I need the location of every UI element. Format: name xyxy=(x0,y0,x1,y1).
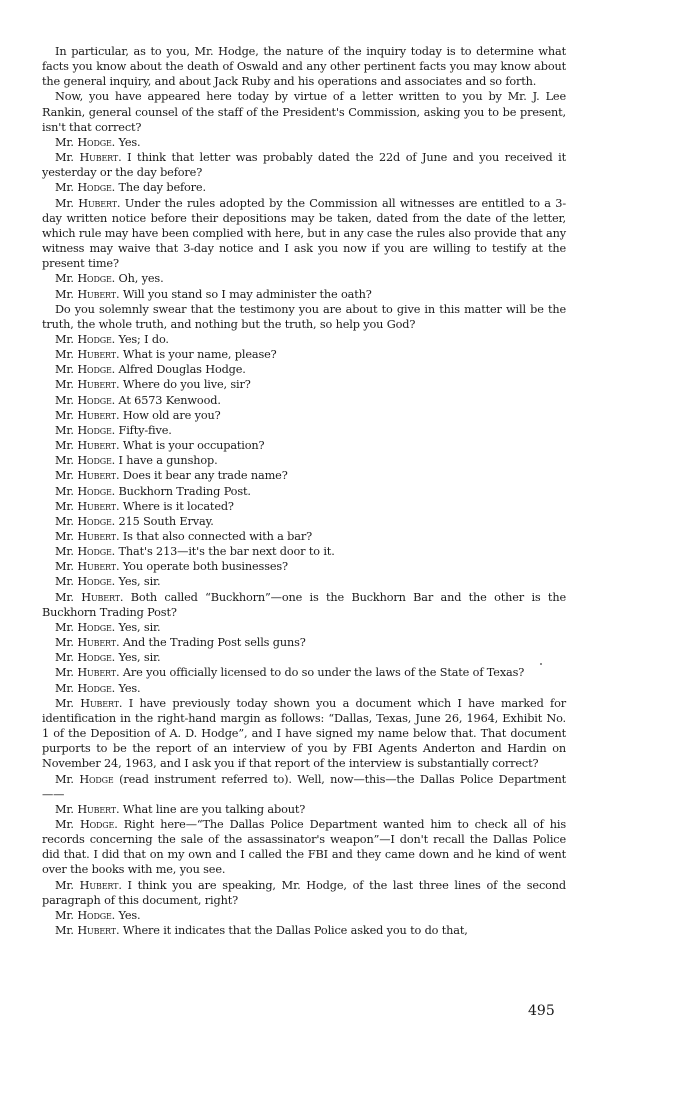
testimony-paragraph: Mr. Hubert. And the Trading Post sells guns? xyxy=(55,636,306,650)
speaker-title: Mr. xyxy=(55,772,74,786)
testimony-paragraph: Mr. Hodge. Yes; I do. xyxy=(55,332,169,346)
testimony-paragraph: Mr. Hodge. Yes. xyxy=(55,908,141,922)
speaker-label xyxy=(55,424,112,437)
speaker-label xyxy=(55,197,117,210)
speaker-label xyxy=(55,439,116,452)
speaker-label xyxy=(55,333,112,346)
testimony-paragraph: Mr. Hodge. Yes. xyxy=(55,681,141,695)
speaker-name: Hodge xyxy=(77,514,112,528)
paragraph-text: Where is it located? xyxy=(122,499,234,513)
print-speck xyxy=(540,663,542,665)
testimony-paragraph: Mr. Hodge. Alfred Douglas Hodge. xyxy=(55,363,246,377)
paragraph-text: I have previously today shown you a document which I have marked for identification in the right-hand margin as follows: “Dallas, Texas, June 26, 1964, Exhibit No. 1 of the Deposition of A. D. Hodge”, and I have signed my name below that. That document purports to be the report of an interview of you by FBI Agents Anderton and Hardin on November 24, 1963, and I ask you if that report of the interview is substantially correct? xyxy=(42,696,566,771)
paragraph-text: What is your name, please? xyxy=(122,348,277,362)
speaker-title: Mr. xyxy=(55,545,74,559)
speaker-title: Mr. xyxy=(55,454,74,468)
paragraph-text: Yes. xyxy=(118,908,141,922)
speaker-name: Hodge xyxy=(79,772,114,786)
speaker-name: Hubert xyxy=(77,666,116,680)
speaker-name: Hodge xyxy=(77,484,112,498)
speaker-title: Mr. xyxy=(55,651,74,665)
speaker-title: Mr. xyxy=(55,530,74,543)
speaker-label xyxy=(55,378,116,391)
page-number: 495 xyxy=(528,1003,555,1019)
speaker-title: Mr. xyxy=(55,817,74,831)
speaker-name: Hodge xyxy=(77,332,112,346)
speaker-title: Mr. xyxy=(55,620,74,634)
speaker-name: Hodge xyxy=(77,620,112,634)
paragraph-text: The day before. xyxy=(118,181,206,195)
speaker-label xyxy=(55,591,120,604)
testimony-paragraph: Mr. Hubert. I think you are speaking, Mr. Hodge, of the last three lines of the second paragraph of this document, right? xyxy=(42,878,566,907)
speaker-label xyxy=(55,151,118,164)
testimony-paragraph: Mr. Hubert. Is that also connected with a bar? xyxy=(55,530,313,543)
speaker-name: Hubert xyxy=(77,924,116,938)
speaker-label xyxy=(55,697,119,710)
speaker-title: Mr. xyxy=(55,272,74,286)
paragraph-text: Is that also connected with a bar? xyxy=(122,530,313,543)
speaker-title: Mr. xyxy=(55,348,74,362)
speaker-label xyxy=(55,924,116,937)
speaker-label xyxy=(55,909,112,922)
speaker-name: Hodge xyxy=(77,393,112,407)
speaker-label xyxy=(55,181,112,194)
testimony-paragraph: Mr. Hubert. What is your occupation? xyxy=(55,439,265,453)
speaker-name: Hodge xyxy=(77,135,112,149)
paragraph-text: Right here—“The Dallas Police Department wanted him to check all of his records concerning the sale of the assassinator's weapon”—I don't recall the Dallas Police did that. I did that on my own and I called the FBI and they came down and he kind of went over the books with me, you see. xyxy=(42,817,566,877)
speaker-name: Hubert xyxy=(77,530,116,543)
speaker-title: Mr. xyxy=(55,151,74,165)
paragraph-text: At 6573 Kenwood. xyxy=(118,393,221,407)
testimony-paragraph: Mr. Hodge. Right here—“The Dallas Police Department wanted him to check all of his records concerning the sale of the assassinator's weapon”—I don't recall the Dallas Police did that. I did that on my own and I called the FBI and they came down and he kind of went over the books with me, you see. xyxy=(42,817,566,877)
speaker-name: Hubert xyxy=(77,469,116,483)
speaker-label xyxy=(55,515,112,528)
testimony-paragraph: Mr. Hubert. Are you officially licensed to do so under the laws of the State of Texas? xyxy=(55,666,525,680)
paragraph-text: Are you officially licensed to do so under the laws of the State of Texas? xyxy=(122,666,525,680)
testimony-paragraph: Mr. Hubert. Where it indicates that the Dallas Police asked you to do that, xyxy=(55,924,468,938)
testimony-paragraph: Mr. Hodge. At 6573 Kenwood. xyxy=(55,393,221,407)
testimony-paragraph: Mr. Hubert. I have previously today shown you a document which I have marked for identification in the right-hand margin as follows: “Dallas, Texas, June 26, 1964, Exhibit No. 1 of the Deposition of A. D. Hodge”, and I have signed my name below that. That document purports to be the report of an interview of you by FBI Agents Anderton and Hardin on November 24, 1963, and I ask you if that report of the interview is substantially correct? xyxy=(42,696,566,771)
paragraph-text: Yes. xyxy=(118,681,141,695)
paragraph-text: Yes, sir. xyxy=(118,575,161,589)
speaker-title: Mr. xyxy=(55,636,74,650)
testimony-paragraph: Mr. Hubert. What is your name, please? xyxy=(55,348,277,362)
speaker-label xyxy=(55,454,112,467)
speaker-title: Mr. xyxy=(55,378,74,392)
speaker-label xyxy=(55,575,112,588)
speaker-title: Mr. xyxy=(55,393,74,407)
testimony-paragraph: Mr. Hodge. Yes, sir. xyxy=(55,575,161,589)
speaker-title: Mr. xyxy=(55,681,74,695)
speaker-name: Hodge xyxy=(77,272,112,286)
paragraph-text: How old are you? xyxy=(122,408,221,422)
testimony-paragraph: Mr. Hubert. What line are you talking about? xyxy=(55,802,306,816)
speaker-name: Hubert xyxy=(77,499,116,513)
testimony-paragraph: Mr. Hubert. How old are you? xyxy=(55,408,221,422)
paragraph-text: Yes, sir. xyxy=(118,651,161,665)
speaker-name: Hubert xyxy=(79,878,119,892)
paragraph-text: Yes, sir. xyxy=(118,620,161,634)
speaker-label xyxy=(55,500,116,513)
paragraph-text: Does it bear any trade name? xyxy=(122,469,288,483)
speaker-title: Mr. xyxy=(55,135,74,149)
speaker-label xyxy=(55,485,112,498)
speaker-name: Hubert xyxy=(77,348,116,362)
speaker-title: Mr. xyxy=(55,575,74,589)
testimony-paragraph: Mr. Hodge. The day before. xyxy=(55,181,206,195)
speaker-label xyxy=(55,636,116,649)
testimony-paragraph: Mr. Hodge. Yes, sir. xyxy=(55,620,161,634)
testimony-paragraph: Mr. Hodge. That's 213—it's the bar next door to it. xyxy=(55,545,335,559)
paragraph-text: Fifty-five. xyxy=(118,423,172,437)
paragraph-text: I think that letter was probably dated the 22d of June and you received it yesterday or the day before? xyxy=(42,151,566,180)
testimony-paragraph: Mr. Hodge. Yes, sir. xyxy=(55,651,161,665)
paragraph-text: Yes. xyxy=(118,135,141,149)
paragraph-text: Will you stand so I may administer the oath? xyxy=(122,287,372,301)
speaker-label xyxy=(55,682,112,695)
speaker-title: Mr. xyxy=(55,408,74,422)
testimony-paragraph: Mr. Hodge. Yes. xyxy=(55,135,141,149)
testimony-paragraph: Mr. Hubert. Does it bear any trade name? xyxy=(55,469,288,483)
speaker-label xyxy=(55,818,114,831)
speaker-name: Hodge xyxy=(77,423,112,437)
paragraph-text: (read instrument referred to). Well, now—this—the Dallas Police Department—— xyxy=(42,772,566,801)
speaker-title: Mr. xyxy=(55,696,74,710)
paragraph-text: And the Trading Post sells guns? xyxy=(122,636,306,650)
paragraph-text: 215 South Ervay. xyxy=(118,514,214,528)
paragraph-text: Oh, yes. xyxy=(118,272,164,286)
speaker-title: Mr. xyxy=(55,181,74,195)
speaker-title: Mr. xyxy=(55,287,74,301)
speaker-title: Mr. xyxy=(55,924,74,938)
speaker-name: Hubert xyxy=(77,378,116,392)
speaker-name: Hubert xyxy=(77,802,116,816)
speaker-title: Mr. xyxy=(55,666,74,680)
speaker-name: Hodge xyxy=(77,575,112,589)
testimony-paragraph: Mr. Hodge. 215 South Ervay. xyxy=(55,514,214,528)
speaker-label xyxy=(55,651,112,664)
speaker-name: Hubert xyxy=(80,696,119,710)
speaker-label xyxy=(55,136,112,149)
speaker-label xyxy=(55,272,112,285)
speaker-name: Hubert xyxy=(77,408,116,422)
speaker-name: Hubert xyxy=(77,560,116,574)
paragraph-text: Yes; I do. xyxy=(118,332,169,346)
speaker-title: Mr. xyxy=(55,484,74,498)
speaker-name: Hodge xyxy=(77,651,112,665)
speaker-label xyxy=(55,560,116,573)
testimony-paragraph: Mr. Hubert. Will you stand so I may administer the oath? xyxy=(55,287,372,301)
document-page xyxy=(42,44,566,938)
narrative-paragraph xyxy=(42,302,566,332)
speaker-label xyxy=(55,803,116,816)
testimony-paragraph: Mr. Hubert. You operate both businesses? xyxy=(55,560,288,574)
testimony-paragraph: Mr. Hubert. Both called “Buckhorn”—one is the Buckhorn Bar and the other is the Buckhorn Trading Post? xyxy=(42,590,566,619)
paragraph-text: That's 213—it's the bar next door to it. xyxy=(118,545,335,559)
speaker-label xyxy=(55,288,116,301)
paragraph-text: Do you solemnly swear that the testimony you are about to give in this matter will be the truth, the whole truth, and nothing but the truth, so help you God? xyxy=(42,302,566,331)
speaker-title: Mr. xyxy=(55,560,74,574)
speaker-label xyxy=(55,666,116,679)
speaker-title: Mr. xyxy=(55,514,74,528)
testimony-paragraph xyxy=(42,772,566,802)
paragraph-text: What is your occupation? xyxy=(122,439,265,453)
testimony-paragraph: Mr. Hodge. Buckhorn Trading Post. xyxy=(55,484,251,498)
paragraph-text: Buckhorn Trading Post. xyxy=(118,484,251,498)
speaker-label xyxy=(55,621,112,634)
speaker-title: Mr. xyxy=(55,878,74,892)
speaker-name: Hodge xyxy=(77,363,112,377)
speaker-title: Mr. xyxy=(55,802,74,816)
paragraph-text: In particular, as to you, Mr. Hodge, the nature of the inquiry today is to determine what facts you know about the death of Oswald and any other pertinent facts you may know about the general inquiry, and about Jack Ruby and his operations and associates and so forth. xyxy=(42,45,566,89)
speaker-title: Mr. xyxy=(55,363,74,377)
paragraph-text: Where do you live, sir? xyxy=(122,378,251,392)
testimony-paragraph: Mr. Hubert. Where do you live, sir? xyxy=(55,378,251,392)
paragraph-text: Under the rules adopted by the Commission all witnesses are entitled to a 3-day written notice before their depositions may be taken, dated from the date of the letter, which rule may have been complied with here, but in any case the rules also provide that any witness may waive that 3-day notice and I ask you now if you are willing to testify at the present time? xyxy=(42,196,566,271)
speaker-title: Mr. xyxy=(55,499,74,513)
paragraph-text: Both called “Buckhorn”—one is the Buckhorn Bar and the other is the Buckhorn Trading Post? xyxy=(42,590,566,619)
paragraph-text: I have a gunshop. xyxy=(118,454,218,468)
speaker-title: Mr. xyxy=(55,469,74,483)
paragraph-text: Now, you have appeared here today by virtue of a letter written to you by Mr. J. Lee Rankin, general counsel of the staff of the President's Commission, asking you to be present, isn't that correct? xyxy=(42,90,566,134)
paragraph-text: Alfred Douglas Hodge. xyxy=(118,363,246,377)
speaker-name: Hubert xyxy=(77,439,116,453)
speaker-name: Hodge xyxy=(77,545,112,559)
speaker-label xyxy=(55,545,112,558)
paragraph-text: Where it indicates that the Dallas Police asked you to do that, xyxy=(122,924,468,938)
speaker-title: Mr. xyxy=(55,908,74,922)
speaker-name: Hubert xyxy=(77,287,116,301)
testimony-paragraph: Mr. Hubert. Under the rules adopted by the Commission all witnesses are entitled to a 3-day written notice before their depositions may be taken, dated from the date of the letter, which rule may have been complied with here, but in any case the rules also provide that any witness may waive that 3-day notice and I ask you now if you are willing to testify at the present time? xyxy=(42,196,566,271)
speaker-name: Hodge xyxy=(77,908,112,922)
speaker-label xyxy=(55,469,116,482)
speaker-name: Hodge xyxy=(77,681,112,695)
speaker-label xyxy=(55,348,116,361)
narrative-paragraph xyxy=(42,44,566,89)
speaker-label xyxy=(55,773,114,786)
paragraph-text: You operate both businesses? xyxy=(122,560,288,574)
speaker-label xyxy=(55,879,118,892)
speaker-name: Hodge xyxy=(79,817,115,831)
speaker-title: Mr. xyxy=(55,332,74,346)
speaker-title: Mr. xyxy=(55,590,74,604)
speaker-label xyxy=(55,409,116,422)
speaker-title: Mr. xyxy=(55,439,74,453)
narrative-paragraph xyxy=(42,89,566,134)
testimony-paragraph: Mr. Hubert. I think that letter was probably dated the 22d of June and you received it yesterday or the day before? xyxy=(42,151,566,180)
speaker-name: Hubert xyxy=(81,590,120,604)
testimony-paragraph: Mr. Hodge. Fifty-five. xyxy=(55,423,172,437)
speaker-title: Mr. xyxy=(55,196,74,210)
speaker-name: Hubert xyxy=(78,196,117,210)
speaker-label xyxy=(55,363,112,376)
speaker-name: Hubert xyxy=(79,151,119,165)
speaker-name: Hubert xyxy=(77,636,116,650)
paragraph-text: What line are you talking about? xyxy=(122,802,306,816)
speaker-label xyxy=(55,530,116,543)
speaker-label xyxy=(55,394,112,407)
speaker-name: Hodge xyxy=(77,454,112,468)
paragraph-text: I think you are speaking, Mr. Hodge, of the last three lines of the second paragraph of this document, right? xyxy=(42,878,566,907)
testimony-paragraph: Mr. Hodge. I have a gunshop. xyxy=(55,454,218,468)
testimony-paragraph: Mr. Hodge. Oh, yes. xyxy=(55,272,164,286)
speaker-name: Hodge xyxy=(77,181,112,195)
speaker-title: Mr. xyxy=(55,423,74,437)
testimony-paragraph: Mr. Hubert. Where is it located? xyxy=(55,499,234,513)
